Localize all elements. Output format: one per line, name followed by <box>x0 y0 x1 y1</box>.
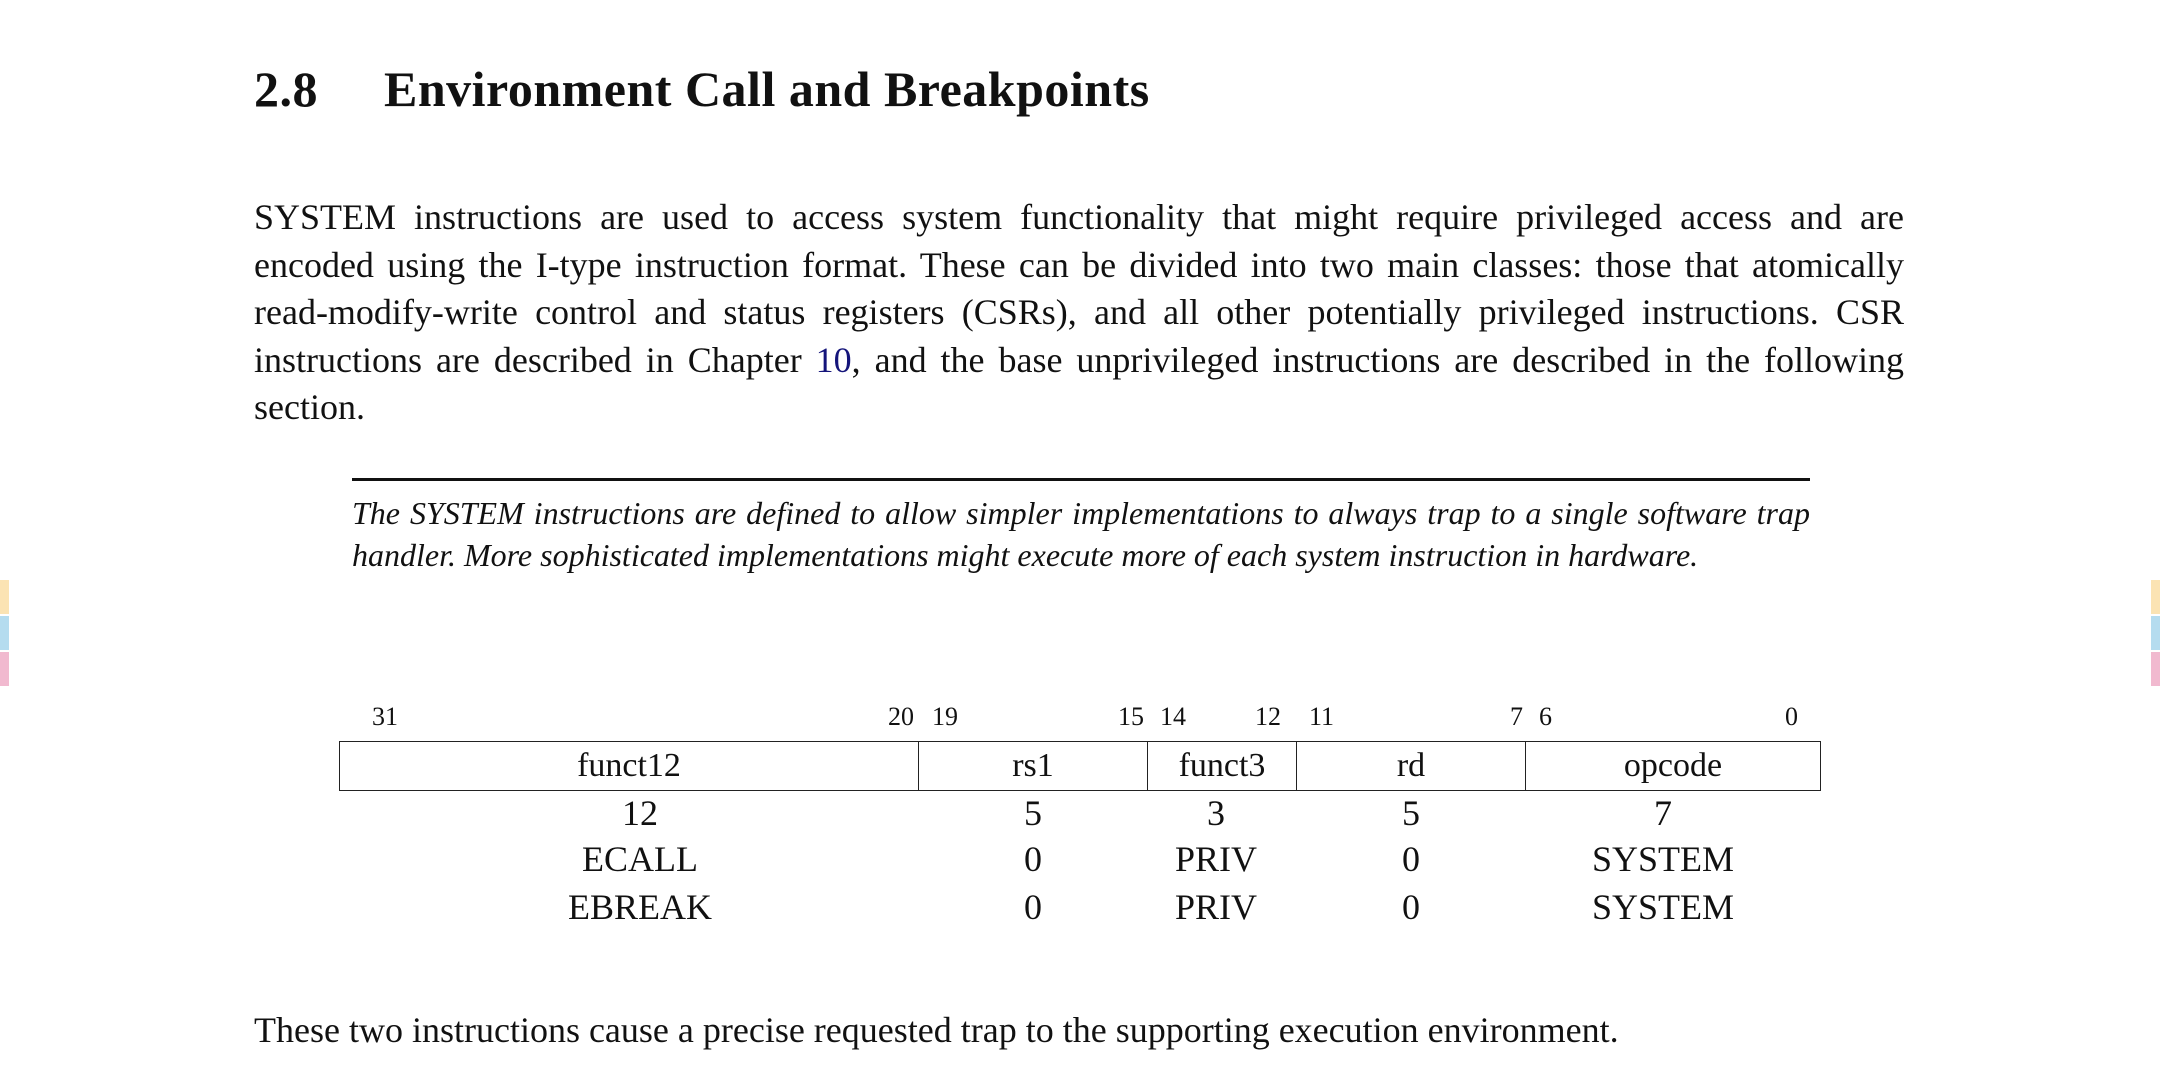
section-heading <box>254 60 1150 118</box>
ecall-funct12: ECALL <box>582 839 698 879</box>
intro-paragraph <box>254 194 1904 432</box>
ecall-funct3: PRIV <box>1174 839 1258 879</box>
field-opcode: opcode <box>1623 747 1723 784</box>
width-rs1: 5 <box>1024 793 1042 833</box>
ebreak-rd: 0 <box>1402 887 1420 927</box>
bit-label: 31 <box>372 702 398 731</box>
bit-label: 0 <box>1785 702 1798 731</box>
margin-tab-right <box>2151 652 2160 686</box>
commentary-note: The SYSTEM instructions are defined to allow simpler implementations to always trap to a single software trap handler. More sophisticated implementations might execute more of each system instruction in hardware. <box>352 495 1810 573</box>
intro-text-end: , and the base unprivileged instructions are described in the following section. <box>254 339 1904 428</box>
margin-tab-right <box>2151 616 2160 650</box>
bit-label: 7 <box>1510 702 1523 731</box>
intro-text-start: SYSTEM instructions are used to access system functionality that might require privileged access and are encoded using the I-type instruction format. These can be divided into two main classes: those that atomically read-modify-write control and status registers (CSRs), and all other potentially privileged instructions. CSR instructions are described in Chapter <box>254 197 1904 380</box>
ebreak-rs1: 0 <box>1024 887 1042 927</box>
field-rd: rd <box>1297 742 1526 790</box>
ecall-opcode: SYSTEM <box>1591 839 1735 879</box>
field-funct3: funct3 <box>1148 742 1297 790</box>
width-rd: 5 <box>1402 793 1420 833</box>
ebreak-funct3: PRIV <box>1174 887 1258 927</box>
bit-label: 6 <box>1539 702 1552 731</box>
ebreak-funct12: EBREAK <box>568 887 712 927</box>
section-title: Environment Call and Breakpoints <box>384 61 1150 117</box>
ecall-rd: 0 <box>1402 839 1420 879</box>
note-rule <box>352 478 1810 481</box>
width-funct12: 12 <box>622 793 658 833</box>
bit-label: 20 <box>888 702 914 731</box>
width-funct3: 3 <box>1207 793 1225 833</box>
margin-tab-left <box>0 652 9 686</box>
closing-paragraph: These two instructions cause a precise requested trap to the supporting execution environment. <box>254 1010 1619 1050</box>
bit-label: 14 <box>1160 702 1186 731</box>
margin-tab-right <box>2151 580 2160 614</box>
field-funct12: funct12 <box>340 742 919 790</box>
margin-tab-left <box>0 580 9 614</box>
width-opcode: 7 <box>1654 793 1672 833</box>
bit-label: 12 <box>1255 702 1281 731</box>
bit-label: 19 <box>932 702 958 731</box>
ebreak-opcode: SYSTEM <box>1591 887 1735 927</box>
bit-label: 15 <box>1118 702 1144 731</box>
chapter-link[interactable]: 10 <box>815 339 852 380</box>
bit-label: 11 <box>1309 702 1335 731</box>
ecall-rs1: 0 <box>1024 839 1042 879</box>
instruction-format-box <box>339 741 1821 791</box>
section-number: 2.8 <box>254 61 318 117</box>
field-rs1: rs1 <box>919 742 1148 790</box>
margin-tab-left <box>0 616 9 650</box>
